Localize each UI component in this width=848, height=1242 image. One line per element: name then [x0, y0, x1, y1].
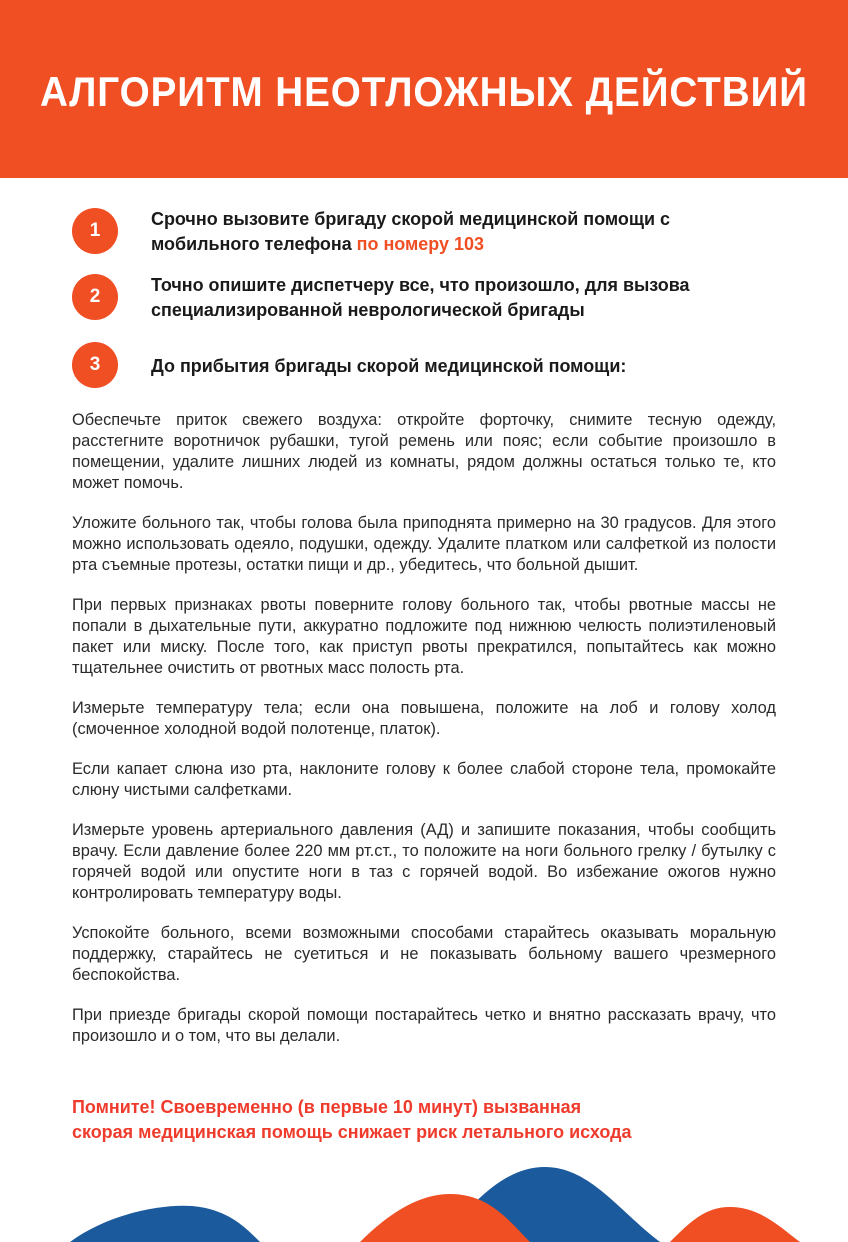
remember-line: Помните! Своевременно (в первые 10 минут) вызванная	[72, 1096, 582, 1117]
header-banner	[0, 0, 848, 178]
phone-number-highlight: по номеру 103	[356, 233, 484, 254]
decorative-waves	[0, 1152, 848, 1242]
paragraph: Измерьте температуру тела; если она повышена, положите на лоб и голову холод (смоченное холодной водой полотенце, платок).	[72, 699, 776, 738]
paragraph: Измерьте уровень артериального давления (АД) и запишите показания, чтобы сообщить врачу. Если давление более 220 мм рт.ст., то положите на ноги больного грелку / бутылку с горячей водой или опустите ноги в таз с горячей водой. Во избежание ожогов нужно контролировать температуру воды.	[72, 821, 776, 902]
instructions-body	[72, 410, 776, 1066]
step-text	[151, 206, 772, 256]
paragraph: При приезде бригады скорой помощи постарайтесь четко и внятно рассказать врачу, что произошло и о том, что вы делали.	[72, 1006, 776, 1045]
step-number-badge: 2	[72, 274, 118, 320]
step-text: Точно опишите диспетчеру все, что произошло, для вызова специализированной неврологической бригады	[151, 274, 690, 320]
paragraph: При первых признаках рвоты поверните голову больного так, чтобы рвотные массы не попали в дыхательные пути, аккуратно подложите под нижнюю челюсть полиэтиленовый пакет или миску. После того, как приступ рвоты прекратился, попытайтесь как можно тщательнее очистить от рвотных масс полость рта.	[72, 596, 776, 677]
step-number-badge: 1	[72, 208, 118, 254]
step-text: До прибытия бригады скорой медицинской помощи:	[151, 354, 627, 376]
paragraph: Обеспечьте приток свежего воздуха: откройте форточку, снимите тесную одежду, расстегните воротничок рубашки, тугой ремень или пояс; если событие произошло в помещении, удалите лишних людей из комнаты, рядом должны остаться только те, кто может помочь.	[72, 411, 776, 492]
orange-wave-right	[670, 1207, 800, 1242]
step-number-badge: 3	[72, 342, 118, 388]
step-1	[72, 206, 791, 256]
paragraph: Уложите больного так, чтобы голова была приподнята примерно на 30 градусов. Для этого можно использовать одеяло, подушки, одежду. Удалите платком или салфеткой из полости рта съемные протезы, остатки пищи и др., убедитесь, что больной дышит.	[72, 514, 776, 574]
step-text-main: Срочно вызовите бригаду скорой медицинской помощи с мобильного телефона	[151, 208, 670, 254]
step-3	[72, 342, 791, 388]
blue-wave-left	[70, 1206, 260, 1242]
remember-line: скорая медицинская помощь снижает риск летального исхода	[72, 1121, 632, 1142]
paragraph: Если капает слюна изо рта, наклоните голову к более слабой стороне тела, промокайте слюну чистыми салфетками.	[72, 760, 776, 799]
remember-note	[72, 1094, 632, 1144]
page-title: АЛГОРИТМ НЕОТЛОЖНЫХ ДЕЙСТВИЙ	[39, 68, 809, 115]
paragraph: Успокойте больного, всеми возможными способами старайтесь оказывать моральную поддержку, старайтесь не суетиться и не показывать больному вашего чрезмерного беспокойства.	[72, 924, 776, 984]
step-2	[72, 272, 791, 322]
